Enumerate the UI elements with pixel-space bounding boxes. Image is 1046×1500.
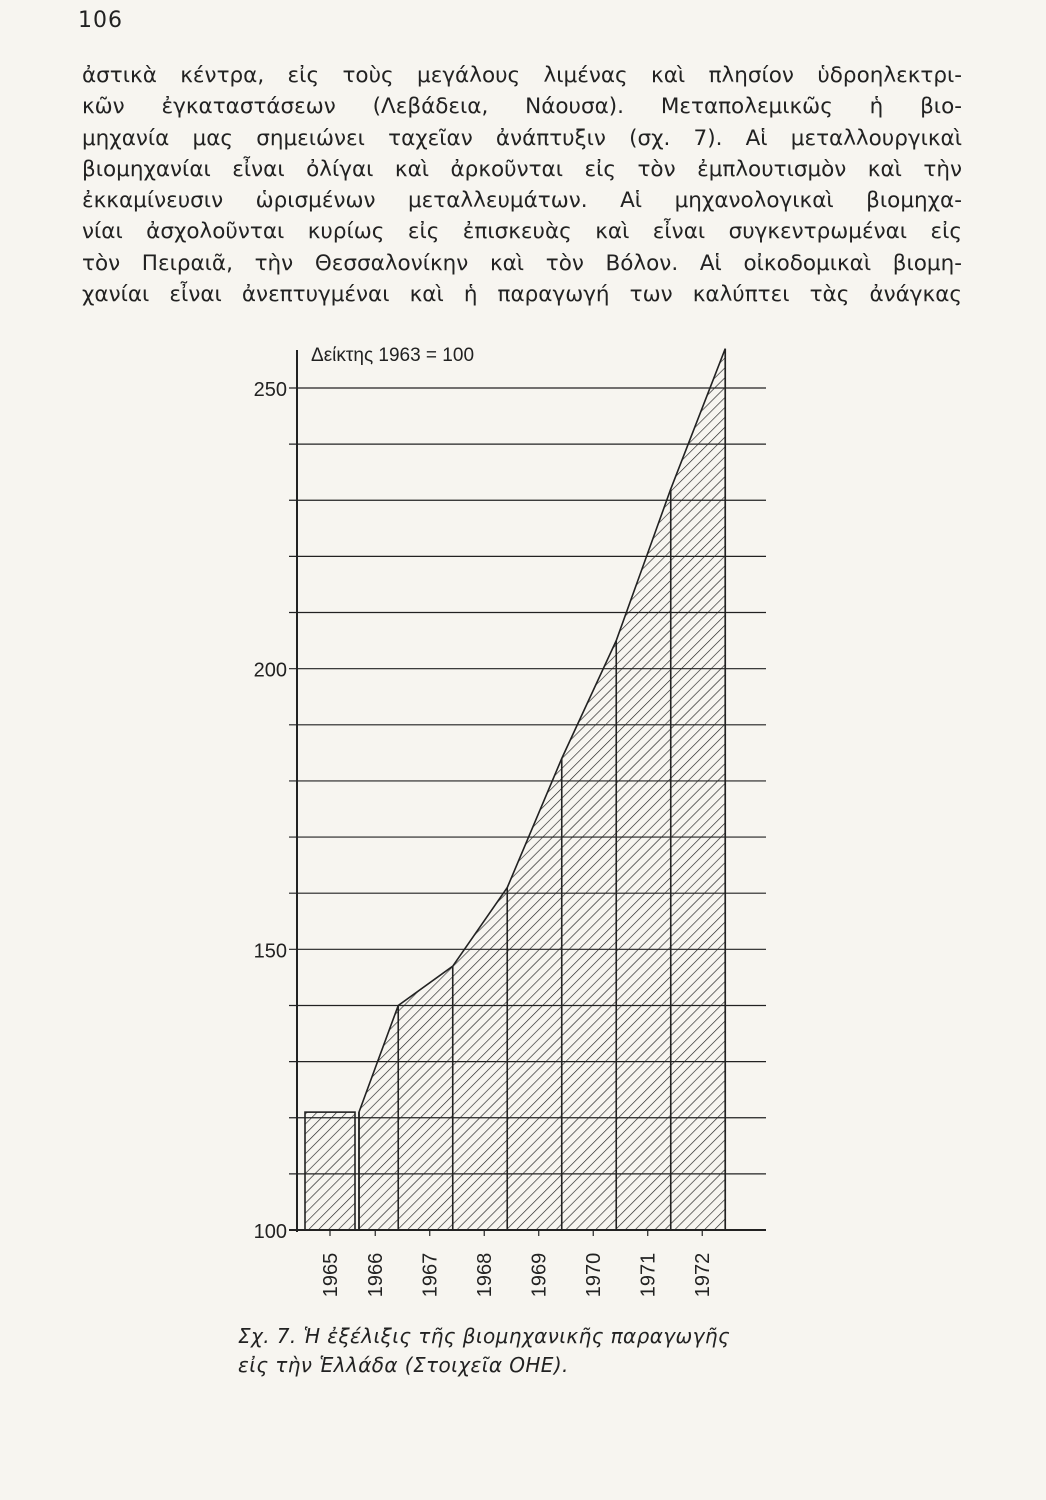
x-tick-label-1971: 1971 [637,1252,660,1298]
text-line: τὸν Πειραιᾶ, τὴν Θεσσαλονίκην καὶ τὸν Βόλον. Αἱ οἰκοδομικαὶ βιομη- [82,250,962,276]
text-line: κῶν ἐγκαταστάσεων (Λεβάδεια, Νάουσα). Μεταπολεμικῶς ἡ βιο- [82,94,962,120]
area-block-1965 [305,1112,355,1230]
caption-line-2: εἰς τὴν Ἑλλάδα (Στοιχεῖα ΟΗΕ). [238,1353,569,1377]
y-tick-label: 150 [253,940,287,963]
x-tick-label-1972: 1972 [692,1252,715,1298]
y-tick-label: 100 [253,1221,287,1243]
x-tick-label-1967: 1967 [419,1252,442,1298]
x-tick-label-1969: 1969 [528,1252,551,1298]
y-tick-label: 200 [253,659,287,682]
body-text [82,60,962,310]
x-tick-label-1970: 1970 [583,1252,606,1298]
industrial-production-chart [0,330,1046,1320]
text-line: ἀστικὰ κέντρα, εἰς τοὺς μεγάλους λιμένας καὶ πλησίον ὑδροηλεκτρι- [82,63,962,88]
text-line: ἐκκαμίνευσιν ὡρισμένων μεταλλευμάτων. Αἱ μηχανολογικαὶ βιομηχα- [82,188,962,214]
figure-caption [238,1322,730,1380]
area-layer [305,349,725,1230]
x-tick-label-1968: 1968 [474,1252,497,1298]
page-number: 106 [78,8,123,33]
text-line: νίαι ἀσχολοῦνται κυρίως εἰς ἐπισκευὰς καὶ εἶναι συγκεντρωμέναι εἰς [82,219,962,245]
x-tick-label-1966: 1966 [365,1252,388,1298]
text-line: βιομηχανίαι εἶναι ὀλίγαι καὶ ἀρκοῦνται εἰς τὸν ἐμπλουτισμὸν καὶ τὴν [82,156,962,182]
text-line: μηχανία μας σημειώνει ταχεῖαν ἀνάπτυξιν (σχ. 7). Αἱ μεταλλουργικαὶ [82,125,962,151]
text-line: χανίαι εἶναι ἀνεπτυγμέναι καὶ ἡ παραγωγή των καλύπτει τὰς ἀνάγκας [82,282,962,308]
chart-title: Δείκτης 1963 = 100 [311,345,475,366]
caption-line-1: Σχ. 7. Ἡ ἐξέλιξις τῆς βιομηχανικῆς παραγωγῆς [238,1324,731,1348]
x-tick-label-1965: 1965 [320,1252,342,1298]
y-tick-label: 250 [253,379,287,401]
